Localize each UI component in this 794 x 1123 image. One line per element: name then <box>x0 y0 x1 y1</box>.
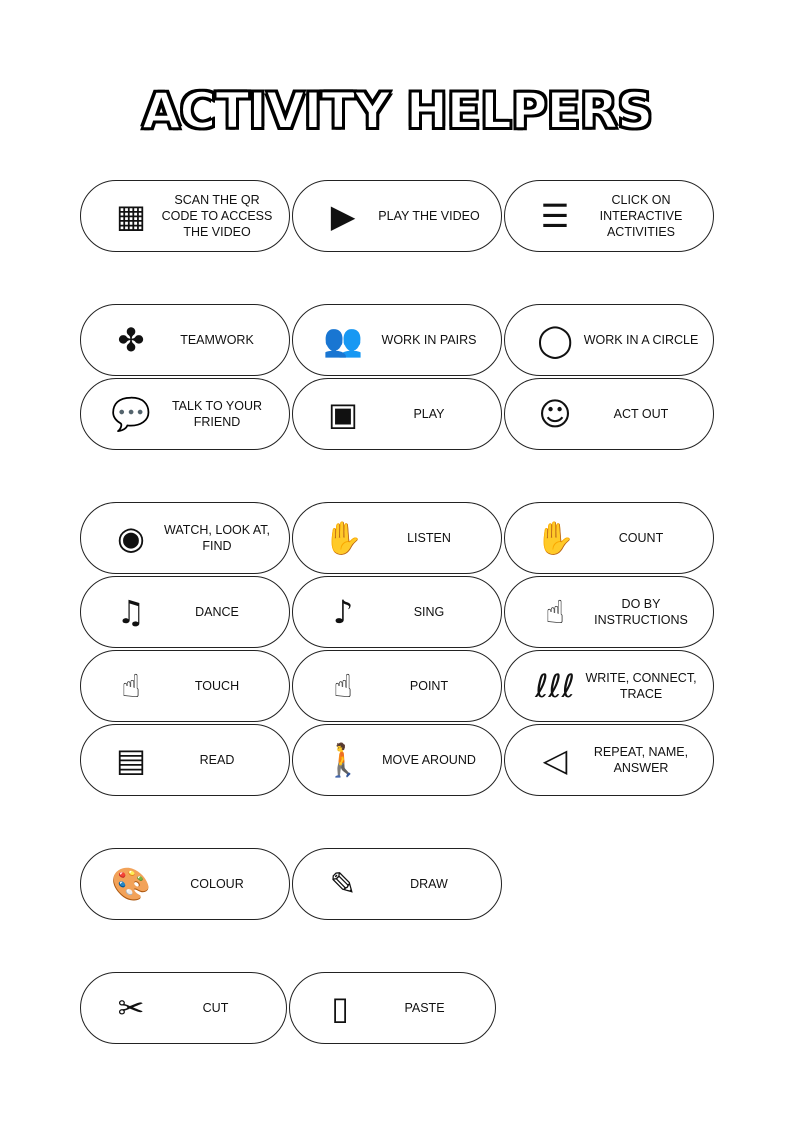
activity-card <box>504 304 714 376</box>
activity-card <box>292 304 502 376</box>
activity-label: TOUCH <box>194 679 240 693</box>
activity-label: SCAN THE QR CODE TO ACCESS THE VIDEO <box>161 193 273 239</box>
activity-card <box>292 180 502 252</box>
activity-card <box>80 304 290 376</box>
page-title: ACTIVITY HELPERS <box>141 82 653 140</box>
palette-icon: 🎨 <box>111 865 151 903</box>
activity-card <box>504 180 714 252</box>
activity-card <box>292 502 502 574</box>
activity-label: SING <box>413 605 445 619</box>
microphone-icon: ♪ <box>332 593 354 631</box>
talk-icon: 💬 <box>111 395 151 433</box>
glue-stick-icon: ▯ <box>331 989 349 1027</box>
activity-card <box>80 378 290 450</box>
activity-card <box>292 576 502 648</box>
activity-card <box>80 502 290 574</box>
activity-label: CLICK ON INTERACTIVE ACTIVITIES <box>599 193 683 239</box>
activity-label: TEAMWORK <box>180 333 254 347</box>
activity-card <box>80 972 287 1044</box>
activity-label: TALK TO YOUR FRIEND <box>171 399 263 429</box>
ear-icon: ✋ <box>323 519 363 557</box>
activity-card <box>80 724 290 796</box>
activity-card <box>504 378 714 450</box>
activity-label: WORK IN PAIRS <box>381 333 477 347</box>
activity-label: WRITE, CONNECT, TRACE <box>585 671 697 701</box>
activity-card <box>80 180 290 252</box>
video-player-icon: ▶ <box>330 197 356 235</box>
theatre-masks-icon: ☺ <box>538 395 572 433</box>
activity-label: COLOUR <box>190 877 244 891</box>
qr-code-icon: ▦ <box>115 197 147 235</box>
activity-label: DANCE <box>195 605 239 619</box>
activity-label: REPEAT, NAME, ANSWER <box>593 745 689 775</box>
scissors-icon: ✂ <box>117 989 145 1027</box>
activity-card <box>80 650 290 722</box>
activity-card <box>289 972 496 1044</box>
pencil-icon: ✎ <box>329 865 357 903</box>
touch-icon: ☝ <box>121 667 141 705</box>
activity-card <box>504 502 714 574</box>
activity-card <box>292 378 502 450</box>
handwriting-icon: ℓℓℓ <box>535 667 575 705</box>
activity-label: CUT <box>202 1001 229 1015</box>
counting-hands-icon: ✋ <box>535 519 575 557</box>
instructions-icon: ☝ <box>545 593 565 631</box>
activity-label: DRAW <box>410 877 448 891</box>
book-icon: ▤ <box>115 741 147 779</box>
activity-label: WORK IN A CIRCLE <box>583 333 699 347</box>
activity-card <box>504 650 714 722</box>
activity-card <box>504 724 714 796</box>
activity-label: PASTE <box>404 1001 445 1015</box>
activity-label: DO BY INSTRUCTIONS <box>594 597 688 627</box>
activity-label: READ <box>199 753 235 767</box>
interactive-screen-icon: ☰ <box>540 197 570 235</box>
activity-card <box>292 724 502 796</box>
eye-icon: ◉ <box>117 519 145 557</box>
activity-label: COUNT <box>618 531 664 545</box>
activity-card <box>292 650 502 722</box>
activity-label: ACT OUT <box>613 407 669 421</box>
play-blocks-icon: ▣ <box>327 395 359 433</box>
activity-label: LISTEN <box>407 531 451 545</box>
dance-icon: ♫ <box>116 593 146 631</box>
teamwork-icon: ✤ <box>117 321 145 359</box>
activity-card <box>504 576 714 648</box>
activity-card <box>80 576 290 648</box>
activity-card <box>80 848 290 920</box>
activity-label: PLAY <box>413 407 445 421</box>
point-icon: ☝ <box>333 667 353 705</box>
walking-icon: 🚶 <box>323 741 363 779</box>
mouth-icon: ◁ <box>542 741 568 779</box>
activity-label: MOVE AROUND <box>382 753 476 767</box>
activity-label: WATCH, LOOK AT, FIND <box>163 523 271 553</box>
activity-card <box>292 848 502 920</box>
activity-label: PLAY THE VIDEO <box>378 209 480 223</box>
pair-icon: 👥 <box>323 321 363 359</box>
activity-label: POINT <box>409 679 449 693</box>
circle-icon: ◯ <box>537 321 573 359</box>
